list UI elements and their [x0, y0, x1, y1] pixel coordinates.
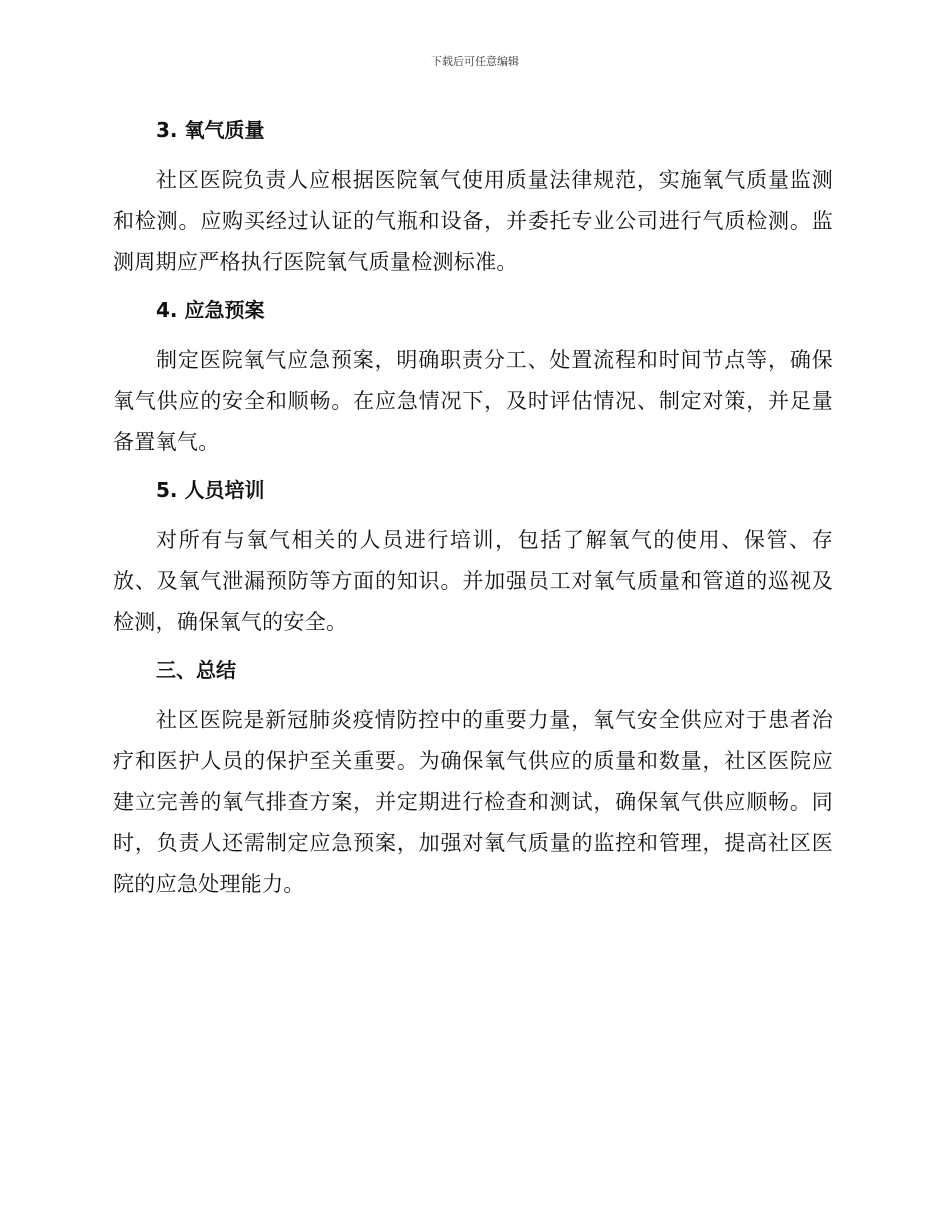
- document-body: [113, 110, 833, 912]
- section-paragraph: 制定医院氧气应急预案，明确职责分工、处置流程和时间节点等，确保氧气供应的安全和顺畅。在应急情况下，及时评估情况、制定对策，并足量备置氧气。: [113, 348, 833, 454]
- section-staff-training: [113, 470, 833, 643]
- section-paragraph: 对所有与氧气相关的人员进行培训，包括了解氧气的使用、保管、存放、及氧气泄漏预防等方面的知识。并加强员工对氧气质量和管道的巡视及检测，确保氧气的安全。: [113, 528, 833, 634]
- section-paragraph: 社区医院是新冠肺炎疫情防控中的重要力量，氧气安全供应对于患者治疗和医护人员的保护至关重要。为确保氧气供应的质量和数量，社区医院应建立完善的氧气排查方案，并定期进行检查和测试，确保氧气供应顺畅。同时，负责人还需制定应急预案，加强对氧气质量的监控和管理，提高社区医院的应急处理能力。: [113, 708, 833, 896]
- section-oxygen-quality: [113, 110, 833, 283]
- section-heading: 4. 应急预案: [156, 298, 265, 322]
- section-paragraph: 社区医院负责人应根据医院氧气使用质量法律规范，实施氧气质量监测和检测。应购买经过认证的气瓶和设备，并委托专业公司进行气质检测。监测周期应严格执行医院氧气质量检测标准。: [113, 168, 833, 274]
- section-heading: 三、总结: [156, 658, 236, 682]
- section-heading: 3. 氧气质量: [156, 118, 265, 142]
- section-summary: [113, 650, 833, 905]
- section-heading: 5. 人员培训: [156, 478, 265, 502]
- section-emergency-plan: [113, 290, 833, 463]
- page-header: 下载后可任意编辑: [431, 55, 519, 68]
